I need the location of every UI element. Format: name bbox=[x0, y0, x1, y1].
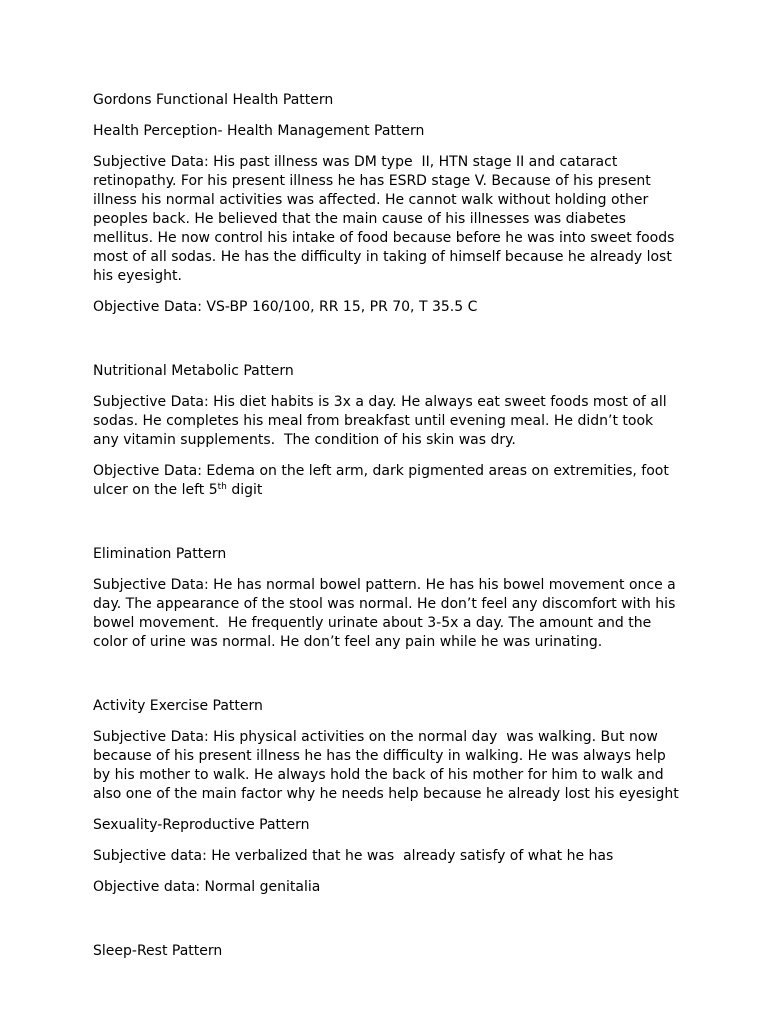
section-heading-activity-exercise: Activity Exercise Pattern bbox=[93, 698, 263, 714]
section-heading-nutritional-metabolic: Nutritional Metabolic Pattern bbox=[93, 363, 294, 379]
activity-subjective: Subjective Data: His physical activities on the normal day was walking. But now because of his present illness he has the difficulty in walking. He was always help by his mother to walk. He always hold the back of his mother for him to walk and also one of the main factor why he needs help because he already lost his eyesight bbox=[93, 729, 679, 802]
ordinal-superscript: th bbox=[217, 482, 227, 492]
document-page bbox=[93, 91, 683, 961]
nutritional-objective-text: Objective Data: Edema on the left arm, dark pigmented areas on extremities, foot ulcer on the left 5 bbox=[93, 463, 674, 498]
document-title: Gordons Functional Health Pattern bbox=[93, 92, 334, 108]
elimination-subjective: Subjective Data: He has normal bowel pattern. He has his bowel movement once a day. The appearance of the stool was normal. He don’t feel any discomfort with his bowel movement. He frequently urinate about 3-5x a day. The amount and the color of urine was normal. He don’t feel any pain while he was urinating. bbox=[93, 577, 681, 650]
sexuality-subjective: Subjective data: He verbalized that he was already satisfy of what he has bbox=[93, 848, 614, 864]
sexuality-objective: Objective data: Normal genitalia bbox=[93, 879, 321, 895]
health-perception-objective: Objective Data: VS-BP 160/100, RR 15, PR 70, T 35.5 C bbox=[93, 299, 478, 315]
nutritional-subjective: Subjective Data: His diet habits is 3x a day. He always eat sweet foods most of all sodas. He completes his meal from breakfast until evening meal. He didn’t took any vitamin supplements. The condition of his skin was dry. bbox=[93, 394, 672, 448]
nutritional-objective-suffix: digit bbox=[226, 482, 263, 498]
section-heading-health-perception: Health Perception- Health Management Pattern bbox=[93, 123, 425, 139]
health-perception-subjective: Subjective Data: His past illness was DM type II, HTN stage II and cataract retinopathy. For his present illness he has ESRD stage V. Because of his present illness his normal activities was affected. He cannot walk without holding other peoples back. He believed that the main cause of his illnesses was diabetes mellitus. He now control his intake of food because before he was into sweet foods most of all sodas. He has the difficulty in taking of himself because he already lost his eyesight. bbox=[93, 154, 679, 284]
nutritional-objective bbox=[93, 462, 683, 500]
section-heading-sexuality-reproductive: Sexuality-Reproductive Pattern bbox=[93, 817, 310, 833]
section-heading-elimination: Elimination Pattern bbox=[93, 546, 227, 562]
section-heading-sleep-rest: Sleep-Rest Pattern bbox=[93, 943, 223, 959]
